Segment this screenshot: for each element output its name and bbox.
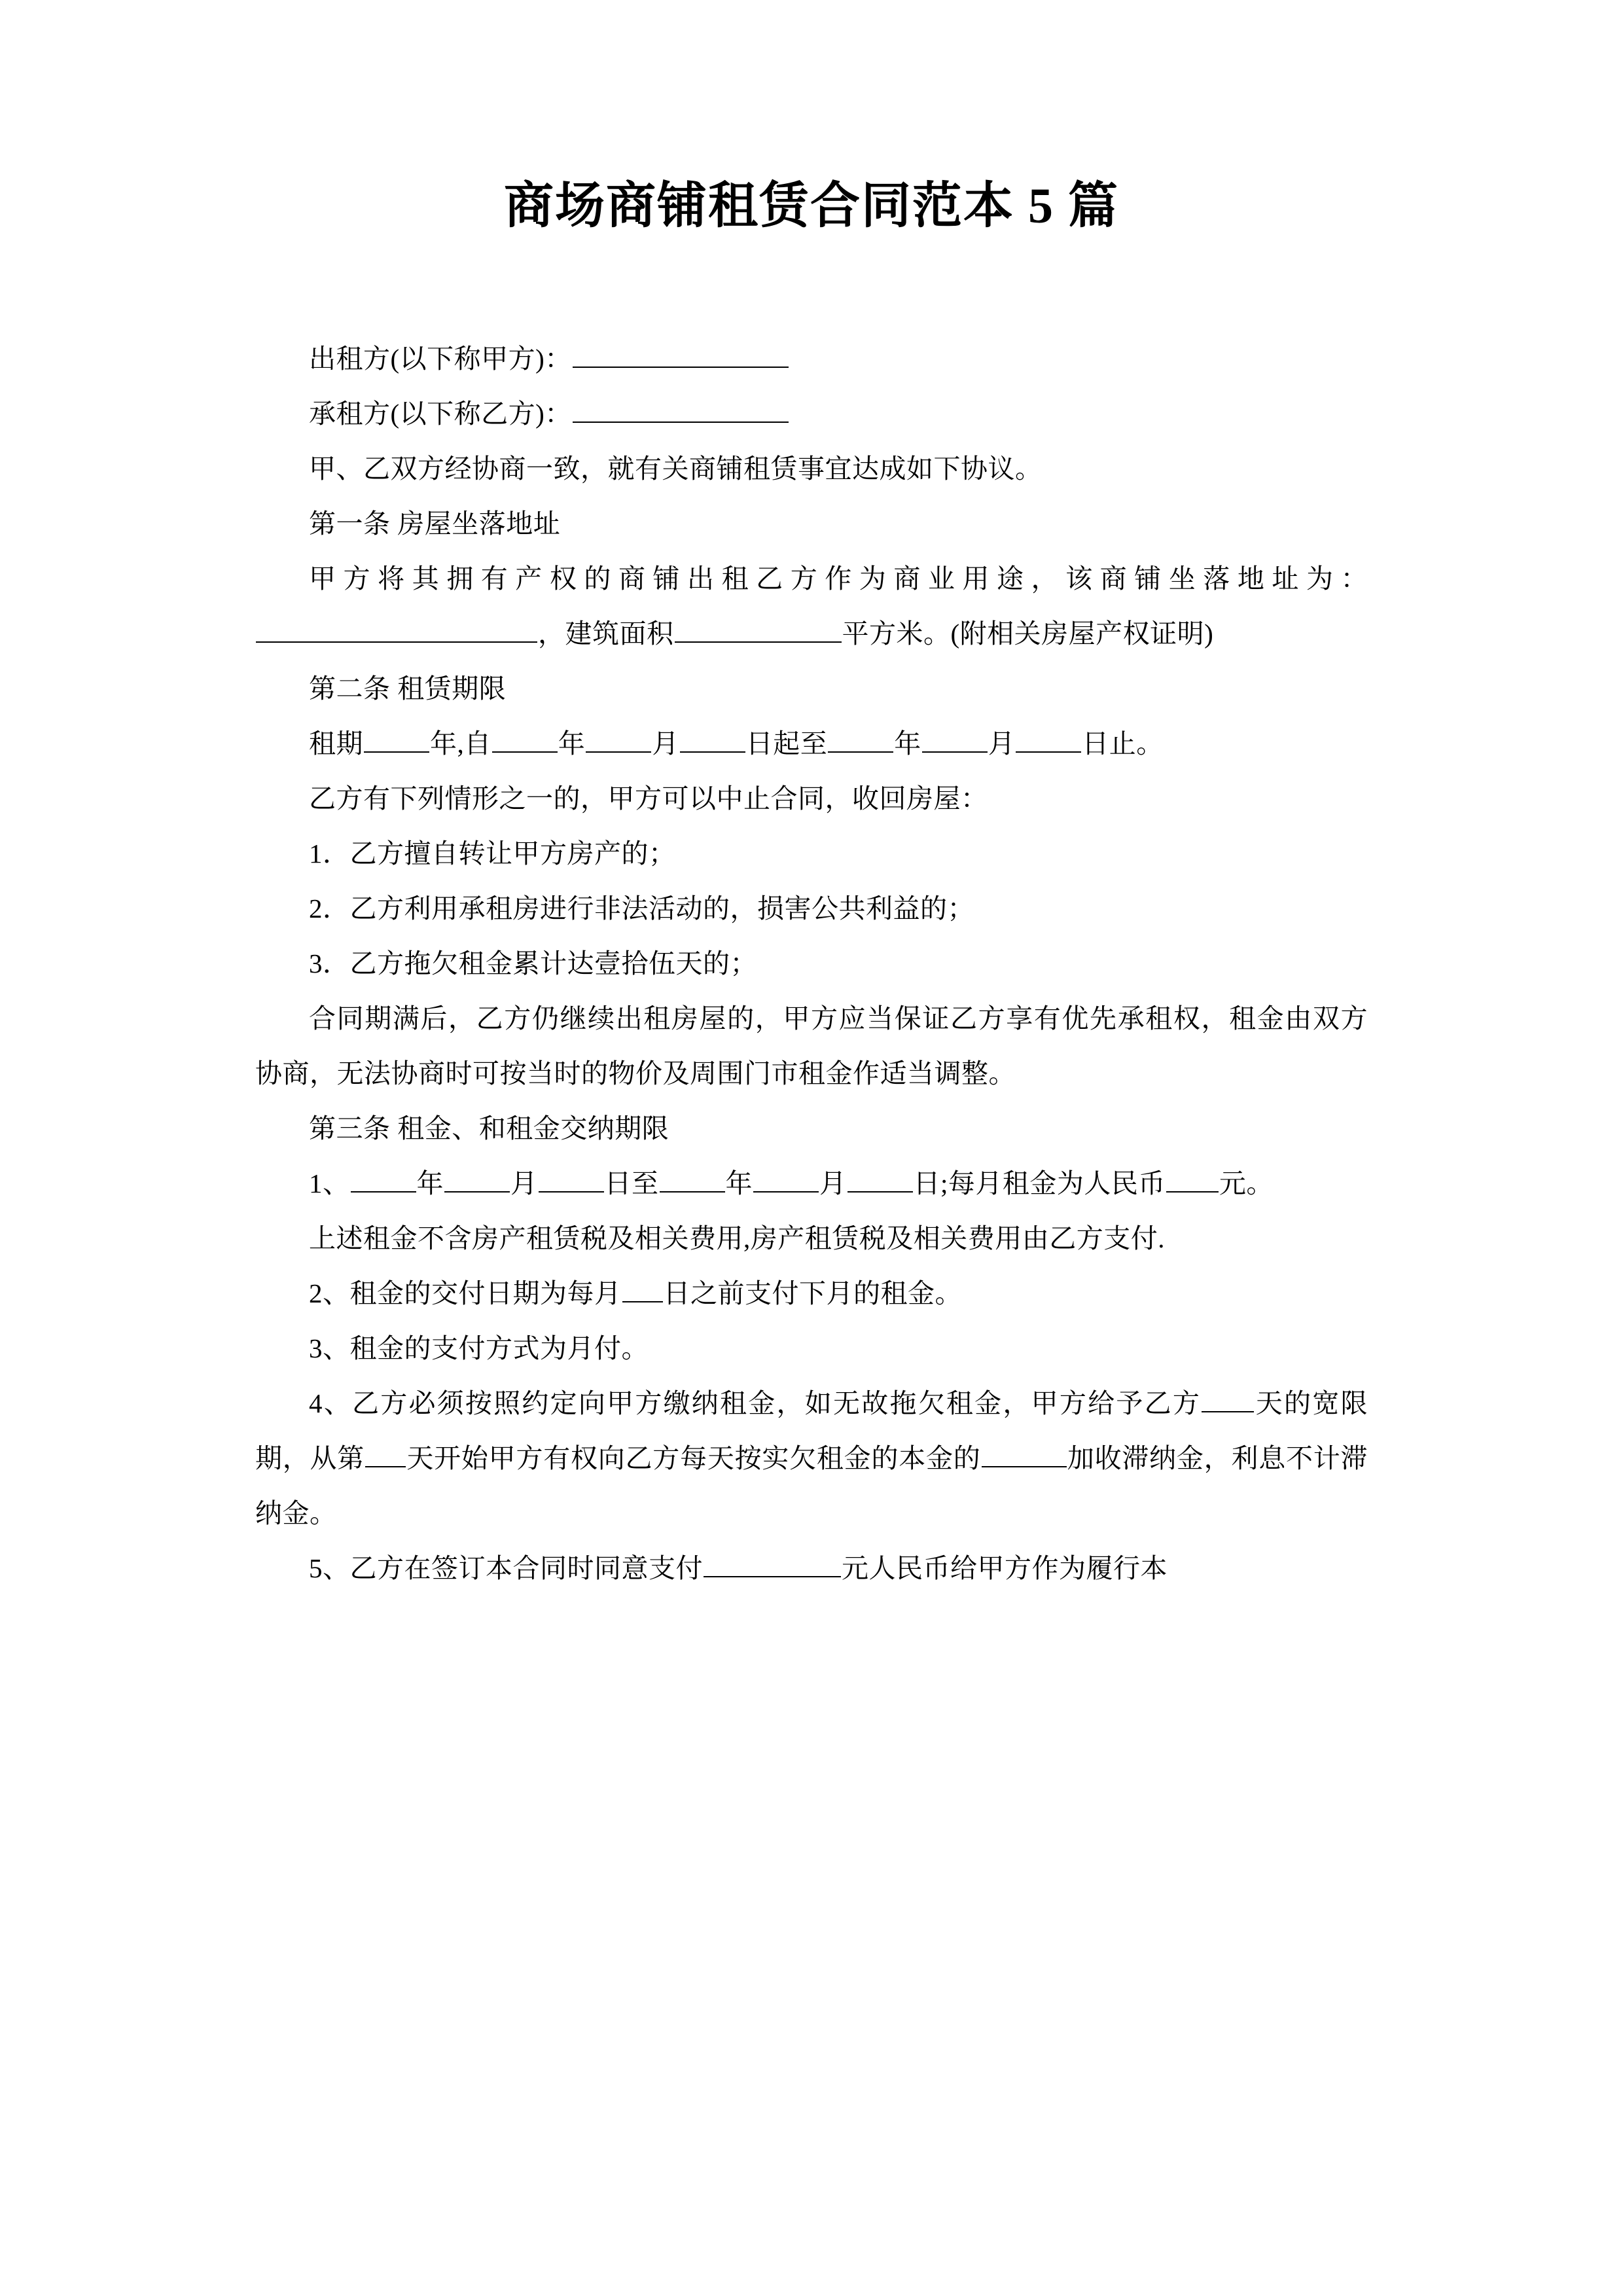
term-end-month-blank[interactable]	[922, 725, 988, 753]
term-text-5: 日起至	[745, 728, 828, 759]
term-label: 租期	[309, 728, 363, 759]
lessee-line	[255, 386, 1368, 441]
term-text-4: 月	[652, 728, 679, 759]
rent-start-month-blank[interactable]	[444, 1164, 510, 1193]
termination-item-2	[255, 881, 1368, 936]
article2-heading	[255, 661, 1368, 716]
article1-text-b-2: 平方米。(附相关房屋产权证明)	[842, 619, 1214, 649]
termination-item-3	[255, 936, 1368, 991]
renewal-paragraph	[255, 991, 1368, 1101]
renewal-text: 合同期满后，乙方仍继续出租房屋的，甲方应当保证乙方享有优先承租权，租金由双方协商，无法协商时可按当时的物价及周围门市租金作适当调整。	[255, 1003, 1368, 1088]
article3-item1-t5: 年	[725, 1168, 753, 1198]
lessee-blank[interactable]	[573, 395, 789, 423]
article3-heading	[255, 1101, 1368, 1156]
area-blank[interactable]	[675, 615, 842, 643]
term-text-3: 年	[558, 728, 586, 759]
deposit-amount-blank[interactable]	[704, 1549, 841, 1577]
article3-item1-t2: 年	[416, 1168, 444, 1198]
preamble-line	[255, 441, 1368, 496]
article3-item-3	[255, 1321, 1368, 1376]
tax-note-text: 上述租金不含房产租赁税及相关费用,房产租赁税及相关费用由乙方支付.	[309, 1223, 1165, 1253]
article3-item1-num: 1、	[309, 1168, 350, 1198]
article3-item-5	[255, 1541, 1368, 1596]
article3-item-2	[255, 1266, 1368, 1321]
grace-days-blank[interactable]	[1202, 1384, 1254, 1412]
term-start-day-blank[interactable]	[680, 725, 745, 753]
article2-heading-text: 第二条 租赁期限	[309, 673, 507, 704]
termination-lead-text: 乙方有下列情形之一的，甲方可以中止合同，收回房屋：	[309, 783, 988, 814]
article3-item3-text: 3、租金的支付方式为月付。	[309, 1333, 649, 1363]
rent-end-day-blank[interactable]	[847, 1164, 913, 1193]
penalty-start-day-blank[interactable]	[365, 1439, 406, 1467]
term-end-day-blank[interactable]	[1016, 725, 1081, 753]
term-text-2: 年,自	[430, 728, 491, 759]
article3-item5-t1: 5、乙方在签订本合同时同意支付	[309, 1553, 703, 1583]
article3-item2-t1: 2、租金的交付日期为每月	[309, 1278, 622, 1308]
termination-item-3-text: 3．乙方拖欠租金累计达壹拾伍天的；	[309, 948, 757, 978]
article3-item-4	[255, 1376, 1368, 1541]
article3-item4-t3: 天开始甲方有权向乙方每天按实欠租金的本金的	[406, 1443, 981, 1473]
article3-item1-t6: 月	[819, 1168, 847, 1198]
payment-day-blank[interactable]	[622, 1274, 663, 1302]
rent-start-day-blank[interactable]	[539, 1164, 604, 1193]
penalty-rate-blank[interactable]	[982, 1439, 1067, 1467]
lessor-line	[255, 331, 1368, 386]
article3-item1-t8: 元。	[1219, 1168, 1274, 1198]
article3-item1-t3: 月	[510, 1168, 538, 1198]
term-years-blank[interactable]	[364, 725, 429, 753]
article1-heading	[255, 496, 1368, 551]
address-blank[interactable]	[256, 615, 537, 643]
term-end-year-blank[interactable]	[828, 725, 893, 753]
monthly-rent-amount-blank[interactable]	[1166, 1164, 1219, 1193]
article2-term-line	[255, 716, 1368, 771]
term-text-7: 月	[988, 728, 1016, 759]
document-body	[255, 331, 1368, 1596]
termination-lead	[255, 771, 1368, 826]
lessor-blank[interactable]	[573, 340, 789, 368]
page-title: 商场商铺租赁合同范本 5 篇	[504, 179, 1119, 234]
article3-item2-t2: 日之前支付下月的租金。	[663, 1278, 962, 1308]
termination-item-1	[255, 826, 1368, 881]
article3-item5-t2: 元人民币给甲方作为履行本	[842, 1553, 1168, 1583]
rent-start-year-blank[interactable]	[351, 1164, 416, 1193]
rent-end-year-blank[interactable]	[660, 1164, 725, 1193]
rent-end-month-blank[interactable]	[753, 1164, 819, 1193]
lessee-label: 承租方(以下称乙方)：	[309, 399, 572, 429]
article3-item1-t4: 日至	[604, 1168, 659, 1198]
lessor-label: 出租方(以下称甲方)：	[309, 344, 572, 374]
termination-item-1-text: 1．乙方擅自转让甲方房产的；	[309, 838, 676, 869]
article1-text-a: 甲方将其拥有产权的商铺出租乙方作为商业用途，该商铺坐落地址为：	[309, 564, 1368, 594]
article3-heading-text: 第三条 租金、和租金交纳期限	[309, 1113, 669, 1143]
article1-text-b-1: ，建筑面积	[538, 619, 674, 649]
article1-body	[255, 551, 1368, 661]
term-text-6: 年	[894, 728, 921, 759]
article3-item4-t4: 加收滞纳金，利息不计滞纳金。	[255, 1443, 1368, 1528]
preamble-text: 甲、乙双方经协商一致，就有关商铺租赁事宜达成如下协议。	[309, 454, 1043, 484]
article3-item1-t7: 日;每月租金为人民币	[913, 1168, 1166, 1198]
article1-heading-text: 第一条 房屋坐落地址	[309, 509, 561, 539]
tax-note-line	[255, 1211, 1368, 1266]
term-start-year-blank[interactable]	[492, 725, 558, 753]
termination-item-2-text: 2．乙方利用承租房进行非法活动的，损害公共利益的；	[309, 893, 974, 924]
term-start-month-blank[interactable]	[586, 725, 651, 753]
article3-item-1	[255, 1156, 1368, 1211]
article3-item4-t2: 天的宽限期，从第	[255, 1388, 1368, 1473]
term-text-8: 日止。	[1082, 728, 1164, 759]
article3-item4-t1: 4、乙方必须按照约定向甲方缴纳租金，如无故拖欠租金，甲方给予乙方	[309, 1388, 1202, 1418]
